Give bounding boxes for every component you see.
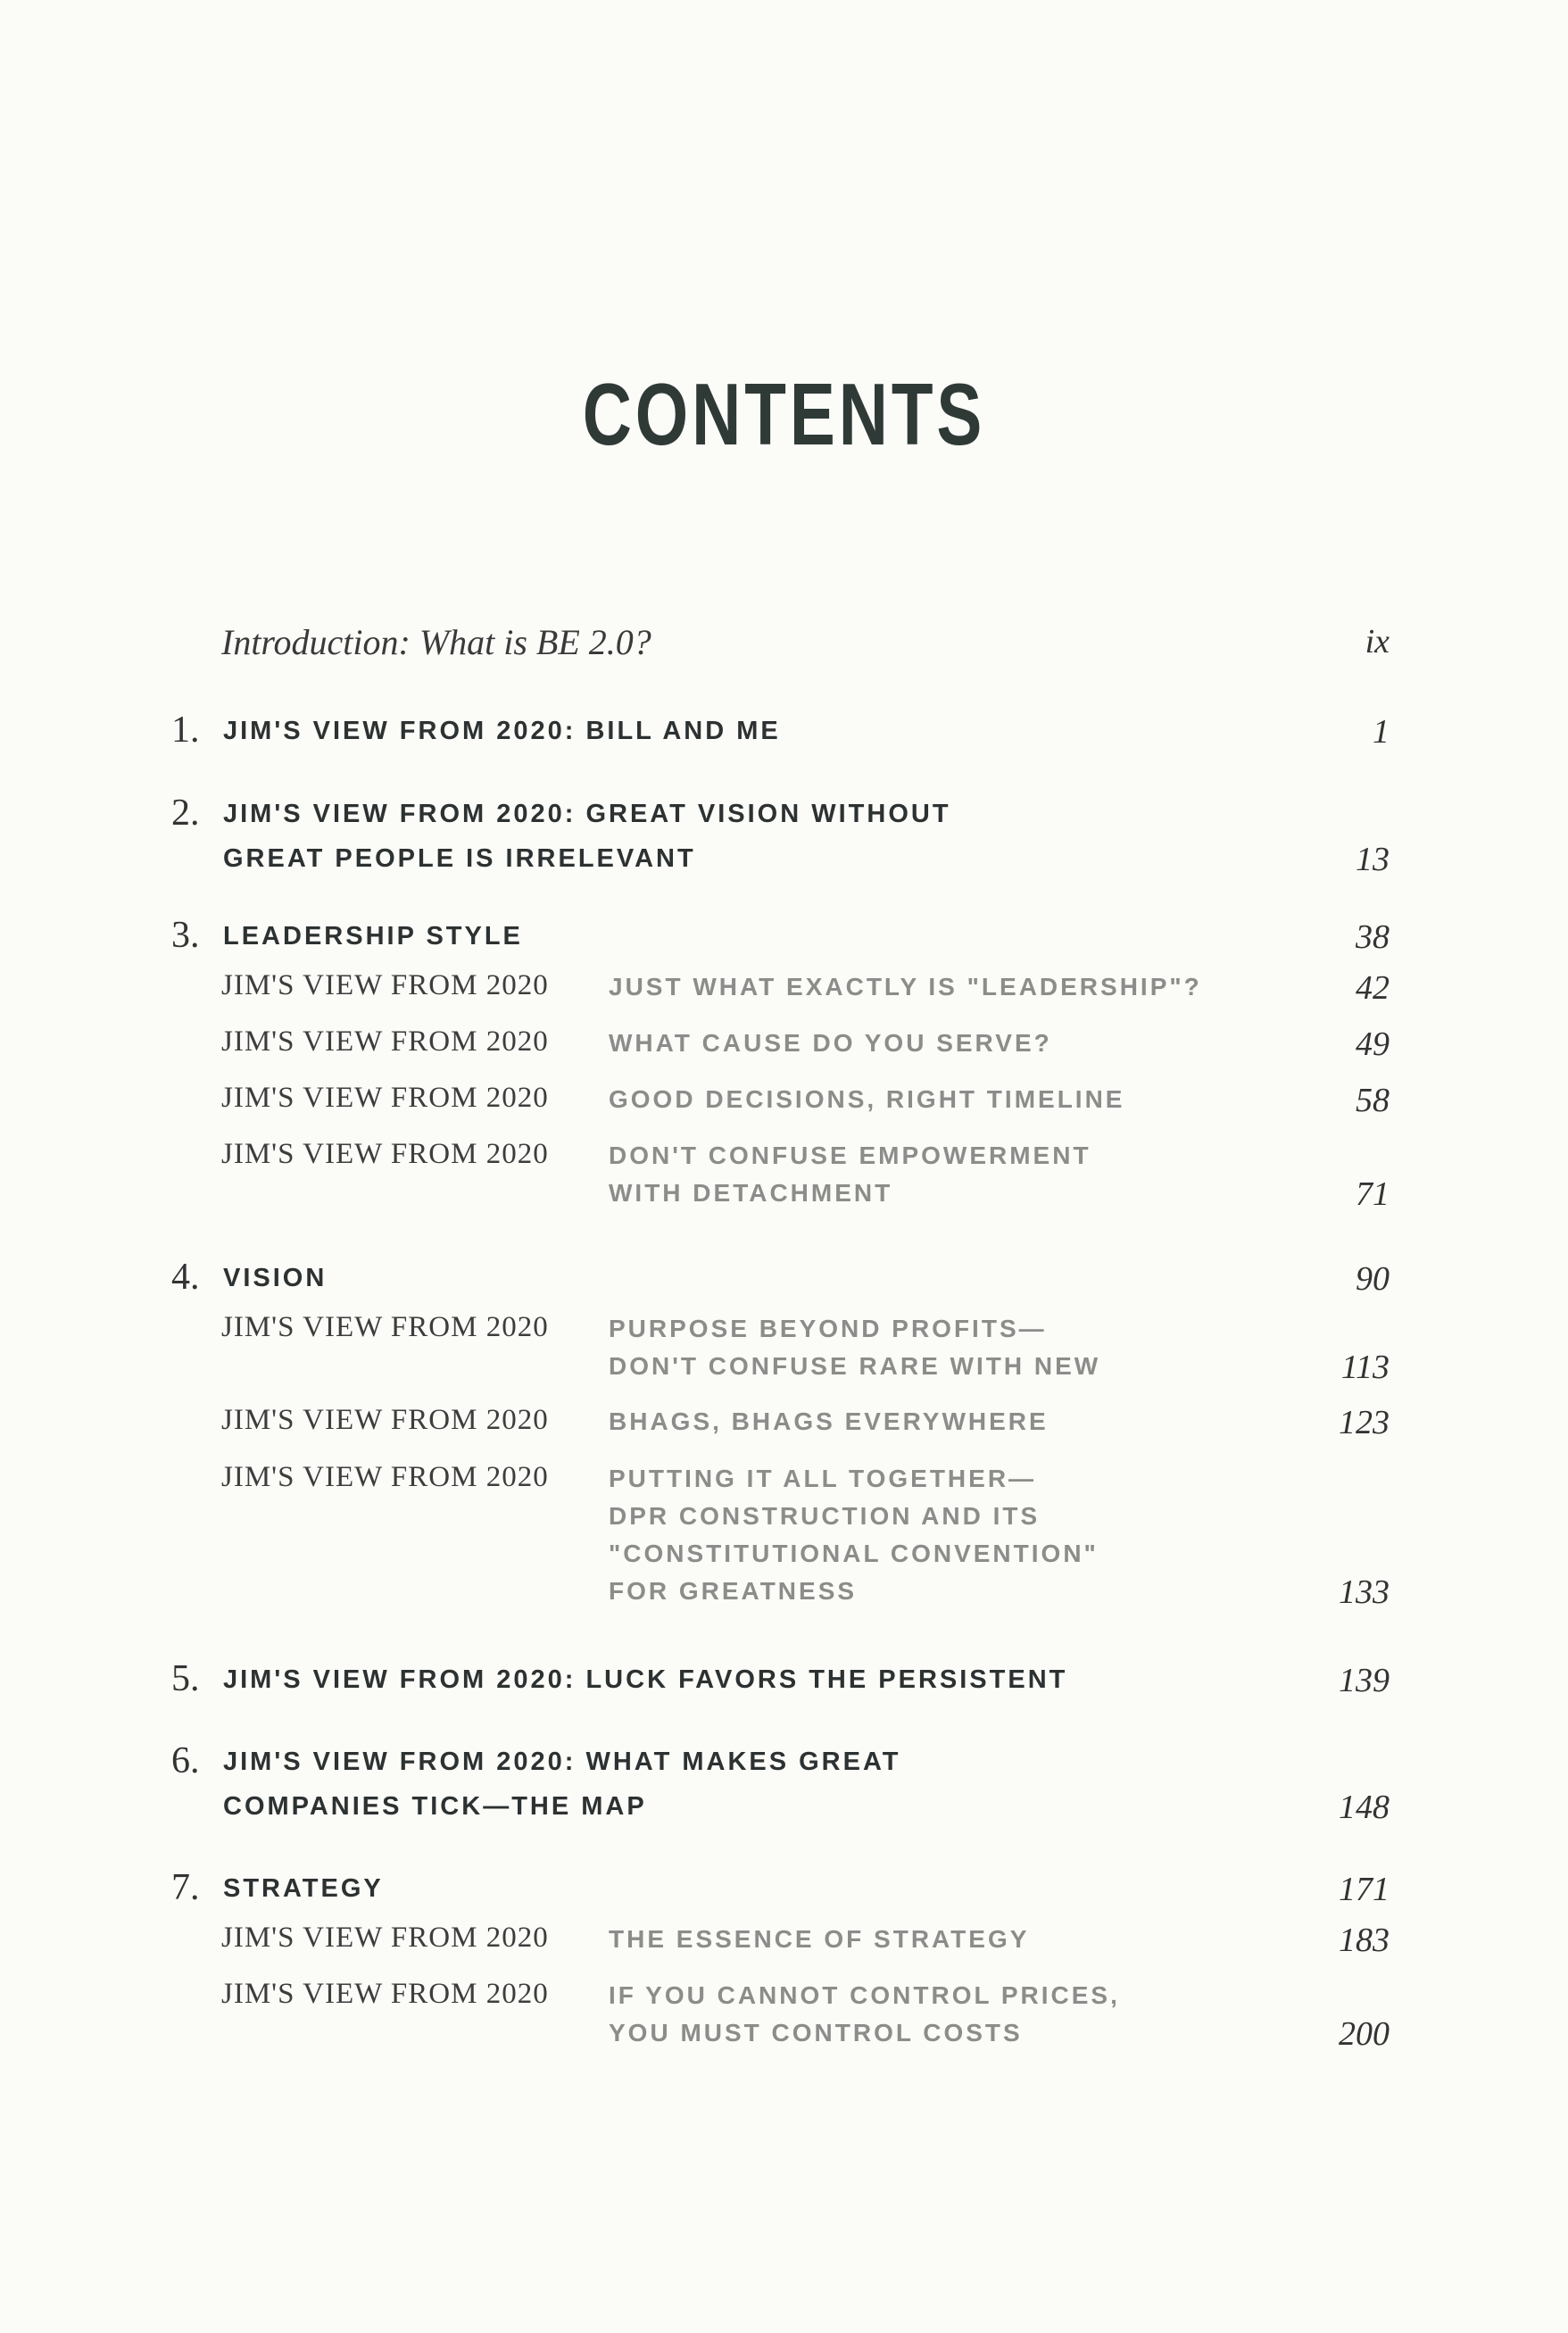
jims-view-label: JIM'S VIEW FROM 2020 bbox=[221, 969, 549, 1001]
jims-view-label: JIM'S VIEW FROM 2020 bbox=[221, 1978, 549, 2010]
jims-view-label: JIM'S VIEW FROM 2020 bbox=[221, 1138, 549, 1170]
section-page-number: 133 bbox=[1339, 1573, 1390, 1611]
jims-view-label: JIM'S VIEW FROM 2020 bbox=[221, 1404, 549, 1436]
chapter-title-line: JIM'S VIEW FROM 2020: GREAT VISION WITHOUT bbox=[223, 800, 951, 828]
section-title-line: YOU MUST CONTROL COSTS bbox=[609, 2019, 1023, 2047]
chapter-number: 1. bbox=[171, 710, 200, 751]
chapter-number: 7. bbox=[171, 1867, 200, 1908]
jims-view-label: JIM'S VIEW FROM 2020 bbox=[221, 1082, 549, 1114]
chapter-number: 5. bbox=[171, 1658, 200, 1699]
section-title-line: IF YOU CANNOT CONTROL PRICES, bbox=[609, 1981, 1120, 2009]
toc-intro-page: ix bbox=[1365, 623, 1390, 660]
chapter-number: 4. bbox=[171, 1257, 200, 1298]
chapter-page-number: 148 bbox=[1339, 1789, 1390, 1826]
chapter-title-line: VISION bbox=[223, 1264, 328, 1292]
chapter-title-line: STRATEGY bbox=[223, 1874, 384, 1903]
section-title-line: DON'T CONFUSE EMPOWERMENT bbox=[609, 1142, 1091, 1169]
chapter-title-line: LEADERSHIP STYLE bbox=[223, 922, 523, 951]
chapter-title-line: JIM'S VIEW FROM 2020: BILL AND ME bbox=[223, 717, 781, 745]
chapter-page-number: 171 bbox=[1339, 1871, 1390, 1908]
jims-view-label: JIM'S VIEW FROM 2020 bbox=[221, 1461, 549, 1493]
chapter-title-line: JIM'S VIEW FROM 2020: LUCK FAVORS THE PERSISTENT bbox=[223, 1665, 1068, 1694]
section-page-number: 71 bbox=[1356, 1175, 1390, 1213]
chapter-title-line: JIM'S VIEW FROM 2020: WHAT MAKES GREAT bbox=[223, 1748, 901, 1776]
chapter-page-number: 139 bbox=[1339, 1662, 1390, 1699]
chapter-number: 3. bbox=[171, 915, 200, 956]
chapter-page-number: 90 bbox=[1356, 1260, 1390, 1298]
jims-view-label: JIM'S VIEW FROM 2020 bbox=[221, 1922, 549, 1954]
section-page-number: 200 bbox=[1339, 2015, 1390, 2053]
section-title-line: DON'T CONFUSE RARE WITH NEW bbox=[609, 1352, 1101, 1380]
chapter-number: 2. bbox=[171, 793, 200, 834]
section-title-line: PURPOSE BEYOND PROFITS— bbox=[609, 1315, 1047, 1342]
chapter-number: 6. bbox=[171, 1740, 200, 1781]
section-title-line: FOR GREATNESS bbox=[609, 1577, 858, 1605]
chapter-page-number: 13 bbox=[1356, 841, 1390, 878]
section-title-line: GOOD DECISIONS, RIGHT TIMELINE bbox=[609, 1085, 1125, 1113]
section-page-number: 113 bbox=[1340, 1349, 1390, 1386]
chapter-title-line: GREAT PEOPLE IS IRRELEVANT bbox=[223, 844, 696, 873]
section-page-number: 42 bbox=[1356, 969, 1390, 1007]
chapter-page-number: 1 bbox=[1373, 713, 1390, 751]
toc-intro-label: Introduction: What is BE 2.0? bbox=[221, 622, 651, 662]
chapter-title-line: COMPANIES TICK—THE MAP bbox=[223, 1792, 647, 1821]
section-page-number: 49 bbox=[1356, 1025, 1390, 1063]
section-title-line: JUST WHAT EXACTLY IS "LEADERSHIP"? bbox=[609, 973, 1202, 1000]
section-title-line: THE ESSENCE OF STRATEGY bbox=[609, 1925, 1030, 1953]
section-page-number: 123 bbox=[1339, 1404, 1390, 1441]
section-title-line: WITH DETACHMENT bbox=[609, 1179, 893, 1207]
section-page-number: 183 bbox=[1339, 1922, 1390, 1959]
section-title-line: WHAT CAUSE DO YOU SERVE? bbox=[609, 1029, 1052, 1057]
chapter-page-number: 38 bbox=[1356, 918, 1390, 956]
page-title: CONTENTS bbox=[582, 365, 986, 463]
section-title-line: "CONSTITUTIONAL CONVENTION" bbox=[609, 1540, 1099, 1567]
section-page-number: 58 bbox=[1356, 1082, 1390, 1119]
section-title-line: DPR CONSTRUCTION AND ITS bbox=[609, 1502, 1041, 1530]
jims-view-label: JIM'S VIEW FROM 2020 bbox=[221, 1311, 549, 1343]
section-title-line: PUTTING IT ALL TOGETHER— bbox=[609, 1465, 1037, 1492]
jims-view-label: JIM'S VIEW FROM 2020 bbox=[221, 1025, 549, 1058]
section-title-line: BHAGS, BHAGS EVERYWHERE bbox=[609, 1407, 1049, 1435]
